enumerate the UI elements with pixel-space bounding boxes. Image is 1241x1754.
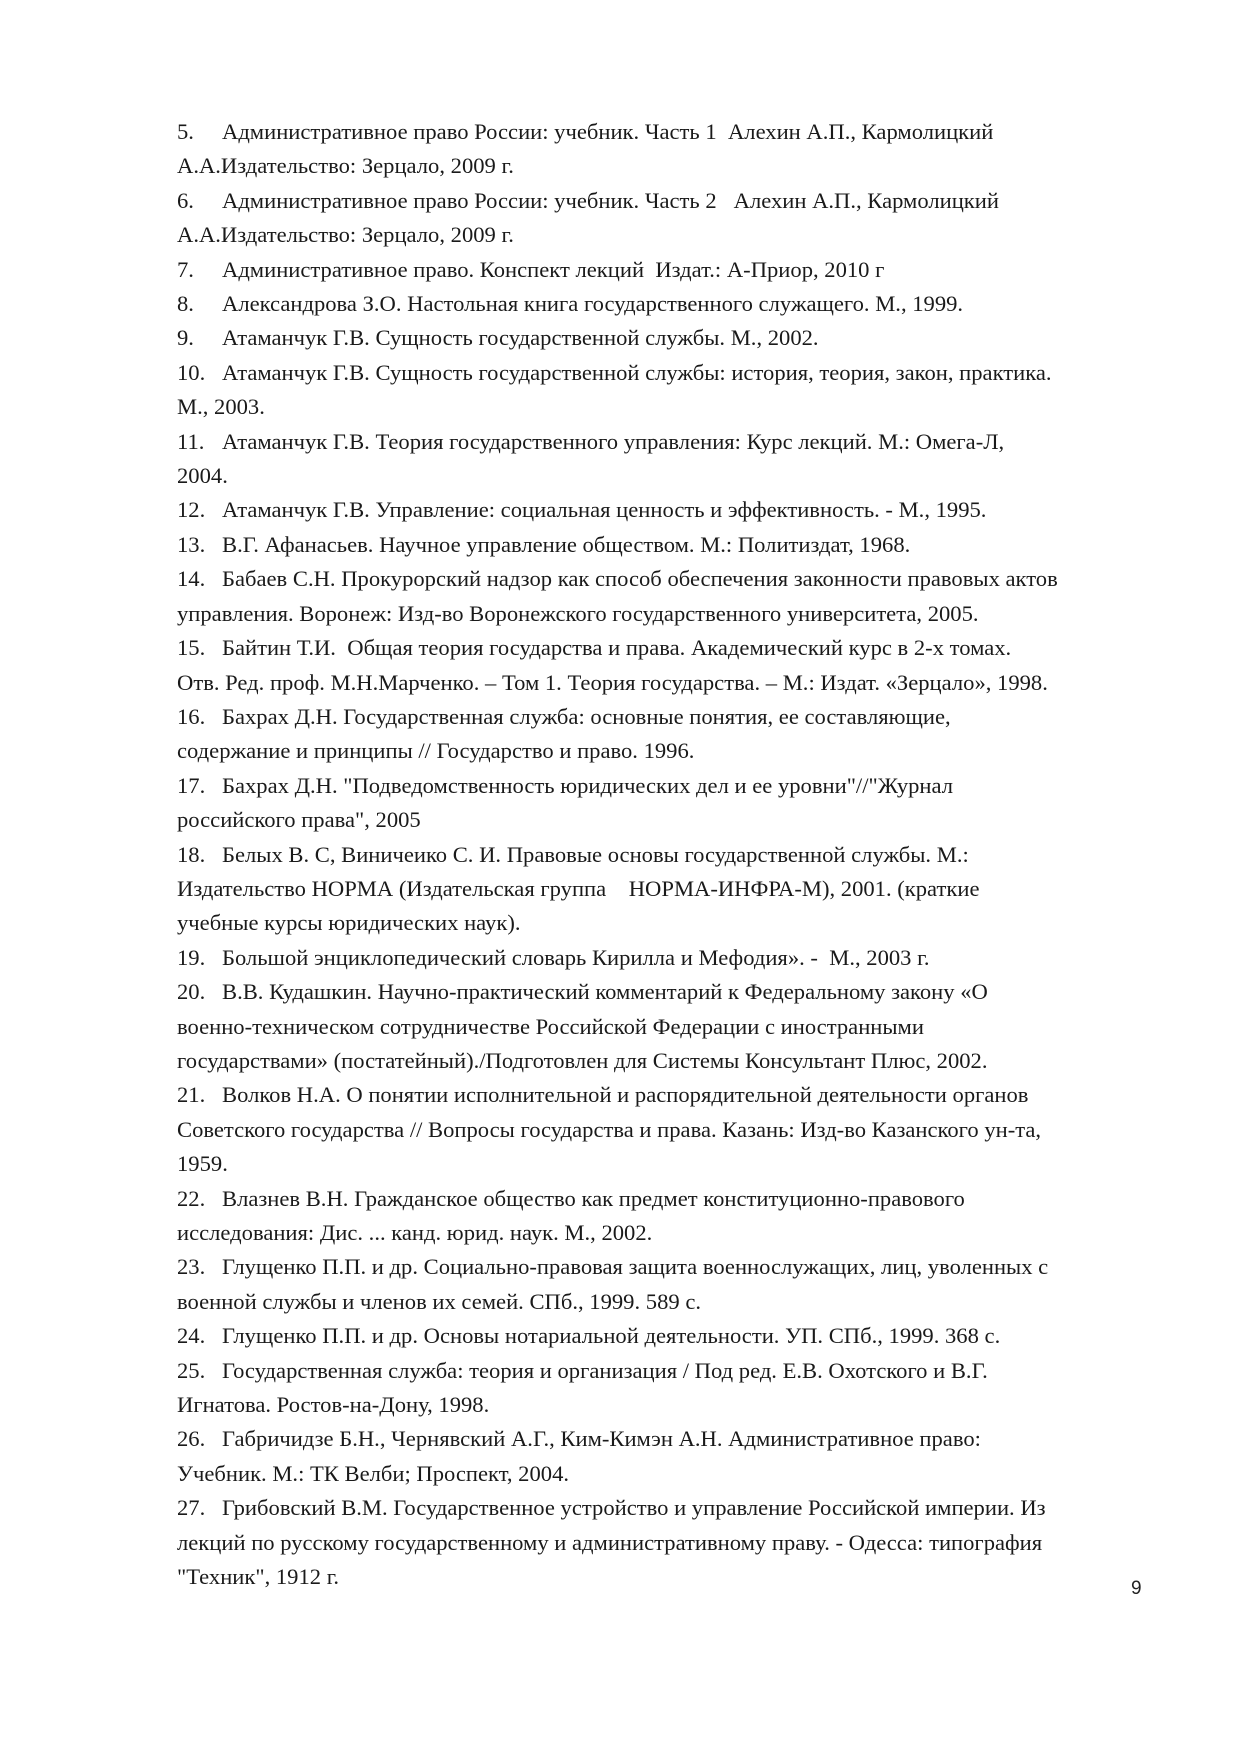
- entry-first-line: [177, 253, 1162, 287]
- entry-first-line: [177, 700, 1162, 734]
- entry-text-line: Игнатова. Ростов-на-Дону, 1998.: [177, 1392, 490, 1418]
- entry-text-line: Грибовский В.М. Государственное устройство и управление Российской империи. Из: [222, 1495, 1046, 1521]
- entry-number: 9.: [177, 325, 194, 351]
- bibliography-entry: [177, 528, 1162, 562]
- page-number: 9: [1131, 1578, 1142, 1599]
- entry-text-line: лекций по русскому государственному и административному праву. - Одесса: типография: [177, 1529, 1043, 1555]
- entry-first-line: [177, 493, 1162, 527]
- entry-text-line: учебные курсы юридических наук).: [177, 910, 521, 936]
- entry-first-line: [177, 1319, 1162, 1353]
- entry-number: 23.: [177, 1254, 206, 1280]
- entry-first-line: [177, 769, 1162, 803]
- bibliography-entry: [177, 425, 1162, 494]
- entry-number: 5.: [177, 119, 194, 144]
- entry-text-line: Административное право России: учебник. Часть 2 Алехин А.П., Кармолицкий: [222, 187, 999, 213]
- entry-text-line: А.А.Издательство: Зерцало, 2009 г.: [177, 153, 514, 179]
- entry-text-line: М., 2003.: [177, 394, 265, 420]
- entry-number: 18.: [177, 841, 206, 867]
- entry-text-line: военной службы и членов их семей. СПб., 1999. 589 с.: [177, 1288, 701, 1314]
- entry-text-line: 2004.: [177, 463, 228, 489]
- bibliography-entry: [177, 321, 1162, 355]
- bibliography-entry: [177, 562, 1162, 631]
- entry-number: 6.: [177, 187, 194, 213]
- entry-text-line: Габричидзе Б.Н., Чернявский А.Г., Ким-Кимэн А.Н. Административное право:: [222, 1426, 981, 1452]
- bibliography-entry: [177, 253, 1162, 287]
- bibliography-entry: [177, 838, 1162, 941]
- entry-text-line: Бахрах Д.Н. Государственная служба: основные понятия, ее составляющие,: [222, 703, 951, 729]
- entry-number: 27.: [177, 1495, 206, 1521]
- entry-text-line: Белых В. С, Виничеико С. И. Правовые основы государственной службы. М.:: [222, 841, 969, 867]
- entry-text-line: Александрова З.О. Настольная книга государственного служащего. М., 1999.: [222, 291, 964, 317]
- entry-first-line: [177, 115, 1162, 149]
- entry-text-line: военно-техническом сотрудничестве Российской Федерации с иностранными: [177, 1013, 924, 1039]
- bibliography-entry: [177, 115, 1162, 184]
- entry-text-line: 1959.: [177, 1151, 228, 1177]
- entry-first-line: [177, 184, 1162, 218]
- entry-text-line: Отв. Ред. проф. М.Н.Марченко. – Том 1. Теория государства. – М.: Издат. «Зерцало», 1998.: [177, 669, 1048, 695]
- entry-first-line: [177, 1491, 1162, 1525]
- bibliography-entry: [177, 287, 1162, 321]
- entry-first-line: [177, 321, 1162, 355]
- bibliography-list: [177, 115, 1162, 1594]
- entry-text-line: В.В. Кудашкин. Научно-практический комментарий к Федеральному закону «О: [222, 979, 988, 1005]
- entry-first-line: [177, 631, 1162, 665]
- bibliography-entry: [177, 356, 1162, 425]
- bibliography-entry: [177, 631, 1162, 700]
- bibliography-entry: [177, 1078, 1162, 1181]
- entry-number: 11.: [177, 428, 205, 454]
- entry-first-line: [177, 356, 1162, 390]
- entry-first-line: [177, 1182, 1162, 1216]
- entry-number: 15.: [177, 635, 206, 661]
- entry-first-line: [177, 1250, 1162, 1284]
- bibliography-entry: [177, 184, 1162, 253]
- entry-number: 20.: [177, 979, 206, 1005]
- entry-first-line: [177, 425, 1162, 459]
- entry-text-line: исследования: Дис. ... канд. юрид. наук. М., 2002.: [177, 1220, 653, 1245]
- entry-number: 13.: [177, 531, 206, 557]
- entry-text-line: А.А.Издательство: Зерцало, 2009 г.: [177, 222, 514, 248]
- entry-number: 19.: [177, 944, 206, 970]
- bibliography-entry: [177, 975, 1162, 1078]
- entry-text-line: Атаманчук Г.В. Сущность государственной службы: история, теория, закон, практика.: [222, 359, 1052, 385]
- bibliography-entry: [177, 1319, 1162, 1353]
- entry-text-line: Глущенко П.П. и др. Основы нотариальной деятельности. УП. СПб., 1999. 368 с.: [222, 1323, 1001, 1349]
- bibliography-entry: [177, 1354, 1162, 1423]
- bibliography-entry: [177, 1491, 1162, 1594]
- entry-number: 16.: [177, 703, 206, 729]
- entry-text-line: Учебник. М.: ТК Велби; Проспект, 2004.: [177, 1460, 570, 1486]
- entry-first-line: [177, 1354, 1162, 1388]
- entry-text-line: Административное право. Конспект лекций Издат.: А-Приор, 2010 г: [222, 256, 885, 282]
- entry-text-line: Бабаев С.Н. Прокурорский надзор как способ обеспечения законности правовых актов: [222, 566, 1058, 592]
- entry-text-line: Влазнев В.Н. Гражданское общество как предмет конституционно-правового: [222, 1185, 965, 1211]
- entry-text-line: Административное право России: учебник. Часть 1 Алехин А.П., Кармолицкий: [222, 119, 994, 144]
- entry-text-line: Государственная служба: теория и организация / Под ред. Е.В. Охотского и В.Г.: [222, 1357, 988, 1383]
- entry-text-line: Волков Н.А. О понятии исполнительной и распорядительной деятельности органов: [222, 1082, 1029, 1108]
- entry-text-line: содержание и принципы // Государство и право. 1996.: [177, 738, 695, 764]
- entry-text-line: "Техник", 1912 г.: [177, 1564, 340, 1590]
- entry-text-line: Атаманчук Г.В. Управление: социальная ценность и эффективность. - М., 1995.: [222, 497, 987, 523]
- entry-number: 21.: [177, 1082, 206, 1108]
- entry-number: 14.: [177, 566, 206, 592]
- entry-text-line: В.Г. Афанасьев. Научное управление обществом. М.: Политиздат, 1968.: [222, 531, 911, 557]
- entry-text-line: Глущенко П.П. и др. Социально-правовая защита военнослужащих, лиц, уволенных с: [222, 1254, 1049, 1280]
- entry-text-line: Атаманчук Г.В. Сущность государственной службы. М., 2002.: [222, 325, 819, 351]
- entry-text-line: Советского государства // Вопросы государства и права. Казань: Изд-во Казанского ун-та,: [177, 1116, 1042, 1142]
- entry-number: 26.: [177, 1426, 206, 1452]
- entry-first-line: [177, 287, 1162, 321]
- entry-text-line: государствами» (постатейный)./Подготовлен для Системы Консультант Плюс, 2002.: [177, 1047, 988, 1073]
- entry-text-line: Бахрах Д.Н. "Подведомственность юридических дел и ее уровни"//"Журнал: [222, 772, 954, 798]
- entry-text-line: российского права", 2005: [177, 807, 421, 833]
- bibliography-entry: [177, 941, 1162, 975]
- entry-text-line: управления. Воронеж: Изд-во Воронежского государственного университета, 2005.: [177, 600, 979, 626]
- entry-text-line: Большой энциклопедический словарь Кирилла и Мефодия». - М., 2003 г.: [222, 944, 930, 970]
- bibliography-entry: [177, 769, 1162, 838]
- entry-number: 22.: [177, 1185, 206, 1211]
- entry-text-line: Атаманчук Г.В. Теория государственного управления: Курс лекций. М.: Омега-Л,: [222, 428, 1005, 454]
- entry-first-line: [177, 838, 1162, 872]
- entry-number: 25.: [177, 1357, 206, 1383]
- bibliography-entry: [177, 1182, 1162, 1251]
- entry-first-line: [177, 975, 1162, 1009]
- entry-first-line: [177, 562, 1162, 596]
- entry-number: 8.: [177, 291, 194, 317]
- bibliography-entry: [177, 700, 1162, 769]
- entry-first-line: [177, 1078, 1162, 1112]
- bibliography-entry: [177, 1422, 1162, 1491]
- entry-number: 7.: [177, 256, 194, 282]
- entry-number: 10.: [177, 359, 206, 385]
- entry-text-line: Байтин Т.И. Общая теория государства и права. Академический курс в 2-х томах.: [222, 635, 1012, 661]
- entry-text-line: Издательство НОРМА (Издательская группа НОРМА-ИНФРА-М), 2001. (краткие: [177, 875, 980, 901]
- bibliography-entry: [177, 1250, 1162, 1319]
- bibliography-entry: [177, 493, 1162, 527]
- entry-first-line: [177, 1422, 1162, 1456]
- entry-first-line: [177, 941, 1162, 975]
- entry-first-line: [177, 528, 1162, 562]
- entry-number: 12.: [177, 497, 206, 523]
- entry-number: 17.: [177, 772, 206, 798]
- entry-number: 24.: [177, 1323, 206, 1349]
